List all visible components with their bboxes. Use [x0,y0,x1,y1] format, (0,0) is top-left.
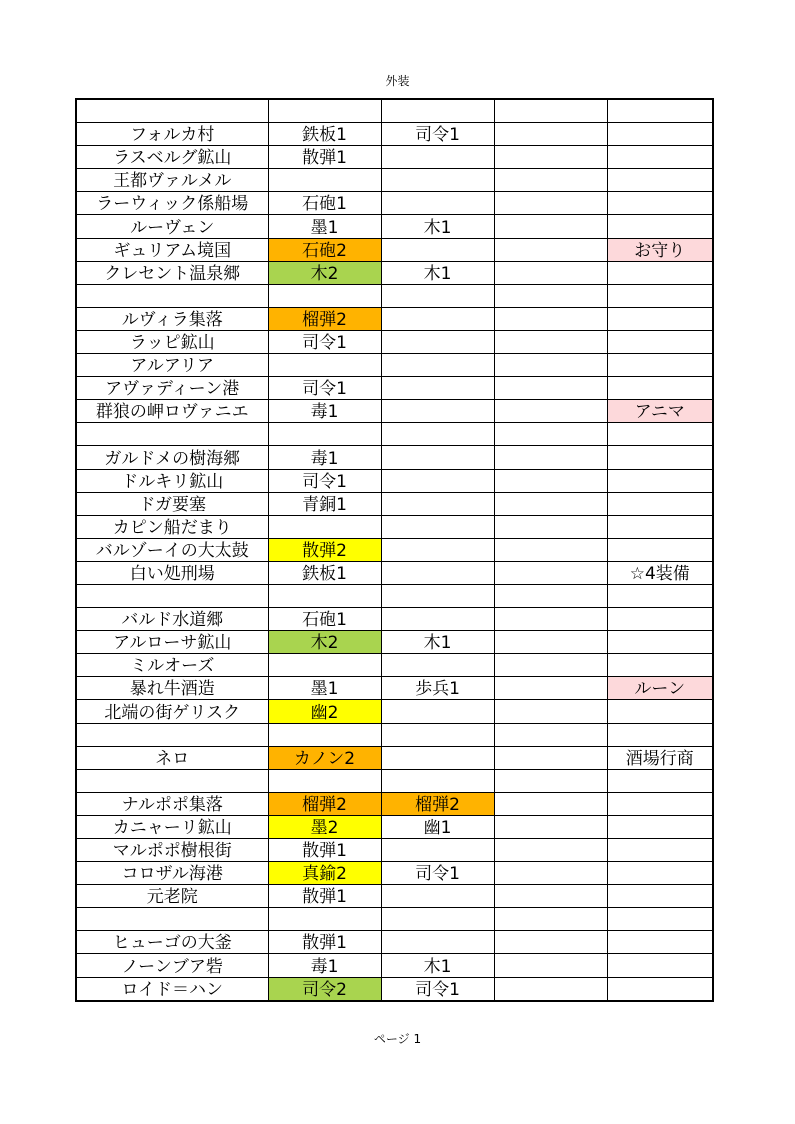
location-cell[interactable]: ルヴィラ集落 [76,307,268,330]
material-cell-1[interactable]: 墨2 [268,815,381,838]
material-cell-1[interactable]: 榴弾2 [268,307,381,330]
note-cell[interactable] [607,885,713,908]
table-row [76,215,713,238]
material-cell-3[interactable] [494,423,607,446]
table-row [76,377,713,400]
material-cell-3[interactable] [494,238,607,261]
table-body [76,99,713,1001]
material-cell-1[interactable] [268,354,381,377]
table-row [76,307,713,330]
note-cell[interactable] [607,792,713,815]
table-row [76,954,713,977]
note-cell[interactable] [607,977,713,1001]
note-cell[interactable] [607,261,713,284]
material-cell-2[interactable] [381,169,494,192]
table-row [76,515,713,538]
location-cell[interactable]: フォルカ村 [76,123,268,146]
material-cell-3[interactable] [494,400,607,423]
location-cell[interactable] [76,584,268,607]
material-cell-2[interactable] [381,584,494,607]
material-cell-2[interactable]: 司令1 [381,123,494,146]
material-cell-1[interactable]: 榴弾2 [268,792,381,815]
sheet-title: 外装 [385,74,410,88]
material-cell-1[interactable] [268,723,381,746]
location-cell[interactable]: ミルオーズ [76,654,268,677]
location-cell[interactable] [76,423,268,446]
note-cell[interactable] [607,99,713,123]
material-cell-2[interactable]: 榴弾2 [381,792,494,815]
location-cell[interactable] [76,723,268,746]
material-cell-3[interactable] [494,307,607,330]
material-cell-2[interactable] [381,446,494,469]
material-cell-1[interactable]: 墨1 [268,215,381,238]
material-cell-1[interactable]: カノン2 [268,746,381,769]
table-row [76,469,713,492]
material-cell-1[interactable] [268,908,381,931]
material-cell-1[interactable]: 散弾1 [268,146,381,169]
note-cell[interactable] [607,631,713,654]
material-cell-3[interactable] [494,885,607,908]
material-cell-3[interactable] [494,723,607,746]
location-cell[interactable] [76,908,268,931]
location-cell[interactable]: ギュリアム境国 [76,238,268,261]
material-cell-3[interactable] [494,515,607,538]
note-cell[interactable]: 酒場行商 [607,746,713,769]
table-row [76,284,713,307]
location-cell[interactable]: コロザル海港 [76,862,268,885]
material-cell-1[interactable]: 鉄板1 [268,123,381,146]
material-cell-3[interactable] [494,792,607,815]
table-row [76,192,713,215]
table-row [76,862,713,885]
note-cell[interactable] [607,954,713,977]
material-cell-3[interactable] [494,215,607,238]
material-cell-1[interactable]: 司令1 [268,330,381,353]
material-cell-3[interactable] [494,261,607,284]
material-cell-3[interactable] [494,192,607,215]
material-cell-2[interactable]: 司令1 [381,862,494,885]
table-row [76,146,713,169]
note-cell[interactable] [607,608,713,631]
location-cell[interactable]: カニャーリ鉱山 [76,815,268,838]
table-row [76,977,713,1001]
location-cell[interactable]: 北端の街ゲリスク [76,700,268,723]
table-row [76,492,713,515]
table-row [76,538,713,561]
location-cell[interactable]: カピン船だまり [76,515,268,538]
material-cell-3[interactable] [494,654,607,677]
note-cell[interactable] [607,723,713,746]
table-row [76,723,713,746]
note-cell[interactable] [607,700,713,723]
note-cell[interactable] [607,538,713,561]
location-cell[interactable]: 白い処刑場 [76,561,268,584]
note-cell[interactable] [607,330,713,353]
material-cell-3[interactable] [494,908,607,931]
material-cell-2[interactable] [381,238,494,261]
location-cell[interactable]: アルローサ鉱山 [76,631,268,654]
material-cell-2[interactable]: 木1 [381,215,494,238]
note-cell[interactable] [607,169,713,192]
material-cell-3[interactable] [494,354,607,377]
note-cell[interactable] [607,215,713,238]
table-row [76,261,713,284]
material-cell-1[interactable]: 石砲1 [268,192,381,215]
material-cell-1[interactable]: 毒1 [268,954,381,977]
material-cell-3[interactable] [494,538,607,561]
table-row [76,561,713,584]
material-cell-1[interactable]: 木2 [268,261,381,284]
table-row [76,446,713,469]
location-cell[interactable]: ドガ要塞 [76,492,268,515]
material-cell-3[interactable] [494,377,607,400]
material-cell-2[interactable] [381,723,494,746]
table-row [76,400,713,423]
table-row [76,608,713,631]
table-row [76,700,713,723]
note-cell[interactable]: ルーン [607,677,713,700]
material-cell-1[interactable] [268,769,381,792]
material-cell-1[interactable]: 司令1 [268,377,381,400]
note-cell[interactable] [607,284,713,307]
material-cell-3[interactable] [494,446,607,469]
table-row [76,238,713,261]
material-cell-2[interactable] [381,146,494,169]
location-cell[interactable]: 暴れ牛酒造 [76,677,268,700]
material-cell-1[interactable]: 散弾1 [268,931,381,954]
material-cell-3[interactable] [494,700,607,723]
note-cell[interactable] [607,423,713,446]
table-row [76,908,713,931]
location-cell[interactable]: ロイド＝ハン [76,977,268,1001]
material-cell-2[interactable] [381,307,494,330]
material-cell-1[interactable]: 散弾1 [268,839,381,862]
material-cell-1[interactable]: 司令1 [268,469,381,492]
location-cell[interactable]: ネロ [76,746,268,769]
material-cell-2[interactable] [381,192,494,215]
note-cell[interactable]: お守り [607,238,713,261]
material-cell-2[interactable]: 木1 [381,631,494,654]
note-cell[interactable] [607,815,713,838]
location-cell[interactable]: バルゾーイの大太鼓 [76,538,268,561]
location-cell[interactable]: ドルキリ鉱山 [76,469,268,492]
material-cell-2[interactable] [381,538,494,561]
location-cell[interactable]: ノーンブア砦 [76,954,268,977]
material-cell-1[interactable] [268,284,381,307]
material-cell-2[interactable] [381,654,494,677]
note-cell[interactable] [607,146,713,169]
table-row [76,746,713,769]
location-cell[interactable]: ラッピ鉱山 [76,330,268,353]
material-cell-1[interactable] [268,99,381,123]
material-cell-2[interactable]: 歩兵1 [381,677,494,700]
location-cell[interactable]: ヒューゴの大釜 [76,931,268,954]
location-cell[interactable]: ナルポポ集落 [76,792,268,815]
material-cell-1[interactable]: 石砲2 [268,238,381,261]
material-cell-3[interactable] [494,954,607,977]
material-cell-1[interactable]: 木2 [268,631,381,654]
location-cell[interactable]: アヴァディーン港 [76,377,268,400]
material-cell-3[interactable] [494,146,607,169]
material-cell-3[interactable] [494,99,607,123]
material-cell-2[interactable]: 幽1 [381,815,494,838]
note-cell[interactable]: ☆4装備 [607,561,713,584]
material-cell-1[interactable]: 散弾2 [268,538,381,561]
material-cell-3[interactable] [494,123,607,146]
note-cell[interactable] [607,584,713,607]
location-cell[interactable]: 元老院 [76,885,268,908]
location-cell[interactable]: アルアリア [76,354,268,377]
material-cell-2[interactable] [381,561,494,584]
material-cell-2[interactable] [381,284,494,307]
note-cell[interactable] [607,492,713,515]
note-cell[interactable] [607,862,713,885]
spreadsheet-table [75,98,714,1002]
material-cell-2[interactable] [381,700,494,723]
table-row [76,169,713,192]
material-cell-3[interactable] [494,492,607,515]
material-cell-3[interactable] [494,584,607,607]
location-cell[interactable]: ラーウィック係船場 [76,192,268,215]
note-cell[interactable] [607,769,713,792]
location-cell[interactable] [76,769,268,792]
material-cell-2[interactable] [381,885,494,908]
material-cell-3[interactable] [494,977,607,1001]
material-cell-2[interactable] [381,839,494,862]
material-cell-3[interactable] [494,746,607,769]
table-row [76,584,713,607]
location-cell[interactable] [76,284,268,307]
table-row [76,654,713,677]
material-cell-2[interactable] [381,908,494,931]
table-row [76,631,713,654]
material-cell-2[interactable] [381,469,494,492]
material-cell-1[interactable]: 石砲1 [268,608,381,631]
material-cell-1[interactable]: 毒1 [268,446,381,469]
material-cell-3[interactable] [494,561,607,584]
note-cell[interactable] [607,307,713,330]
material-cell-3[interactable] [494,631,607,654]
material-cell-2[interactable] [381,492,494,515]
material-cell-2[interactable] [381,99,494,123]
location-cell[interactable]: バルド水道郷 [76,608,268,631]
material-cell-1[interactable] [268,654,381,677]
table-row [76,99,713,123]
location-cell[interactable]: ラスベルグ鉱山 [76,146,268,169]
table-row [76,839,713,862]
material-cell-2[interactable] [381,746,494,769]
note-cell[interactable] [607,839,713,862]
note-cell[interactable]: アニマ [607,400,713,423]
material-cell-3[interactable] [494,769,607,792]
material-cell-2[interactable] [381,400,494,423]
material-cell-3[interactable] [494,284,607,307]
location-cell[interactable]: 王都ヴァルメル [76,169,268,192]
material-cell-2[interactable] [381,330,494,353]
note-cell[interactable] [607,377,713,400]
note-cell[interactable] [607,469,713,492]
table-row [76,815,713,838]
location-cell[interactable]: ガルドメの樹海郷 [76,446,268,469]
location-cell[interactable] [76,99,268,123]
location-cell[interactable]: ルーヴェン [76,215,268,238]
material-cell-3[interactable] [494,608,607,631]
table-row [76,792,713,815]
material-cell-2[interactable]: 木1 [381,261,494,284]
material-cell-1[interactable]: 青銅1 [268,492,381,515]
note-cell[interactable] [607,123,713,146]
table-row [76,885,713,908]
material-cell-3[interactable] [494,839,607,862]
material-cell-3[interactable] [494,330,607,353]
material-cell-2[interactable] [381,931,494,954]
material-cell-1[interactable] [268,423,381,446]
material-cell-2[interactable] [381,423,494,446]
material-cell-1[interactable] [268,584,381,607]
material-cell-3[interactable] [494,677,607,700]
table-row [76,769,713,792]
material-cell-1[interactable] [268,515,381,538]
location-cell[interactable]: マルポポ樹根街 [76,839,268,862]
table-row [76,354,713,377]
page-number: ページ 1 [373,1032,422,1046]
material-cell-3[interactable] [494,469,607,492]
material-cell-3[interactable] [494,931,607,954]
table-row [76,677,713,700]
note-cell[interactable] [607,931,713,954]
table-row [76,123,713,146]
location-cell[interactable]: 群狼の岬ロヴァニエ [76,400,268,423]
material-cell-2[interactable] [381,377,494,400]
material-cell-3[interactable] [494,815,607,838]
note-cell[interactable] [607,908,713,931]
material-cell-1[interactable]: 司令2 [268,977,381,1001]
note-cell[interactable] [607,515,713,538]
material-cell-2[interactable]: 司令1 [381,977,494,1001]
material-cell-1[interactable]: 真鍮2 [268,862,381,885]
material-cell-2[interactable] [381,515,494,538]
material-cell-2[interactable] [381,608,494,631]
material-cell-2[interactable]: 木1 [381,954,494,977]
material-cell-1[interactable]: 幽2 [268,700,381,723]
note-cell[interactable] [607,654,713,677]
note-cell[interactable] [607,446,713,469]
location-cell[interactable]: クレセント温泉郷 [76,261,268,284]
table-row [76,330,713,353]
material-cell-1[interactable]: 散弾1 [268,885,381,908]
table-row [76,931,713,954]
material-cell-3[interactable] [494,862,607,885]
note-cell[interactable] [607,192,713,215]
table-row [76,423,713,446]
material-cell-1[interactable]: 毒1 [268,400,381,423]
material-cell-1[interactable] [268,169,381,192]
material-cell-1[interactable]: 墨1 [268,677,381,700]
material-cell-2[interactable] [381,769,494,792]
material-cell-3[interactable] [494,169,607,192]
note-cell[interactable] [607,354,713,377]
material-cell-2[interactable] [381,354,494,377]
material-cell-1[interactable]: 鉄板1 [268,561,381,584]
